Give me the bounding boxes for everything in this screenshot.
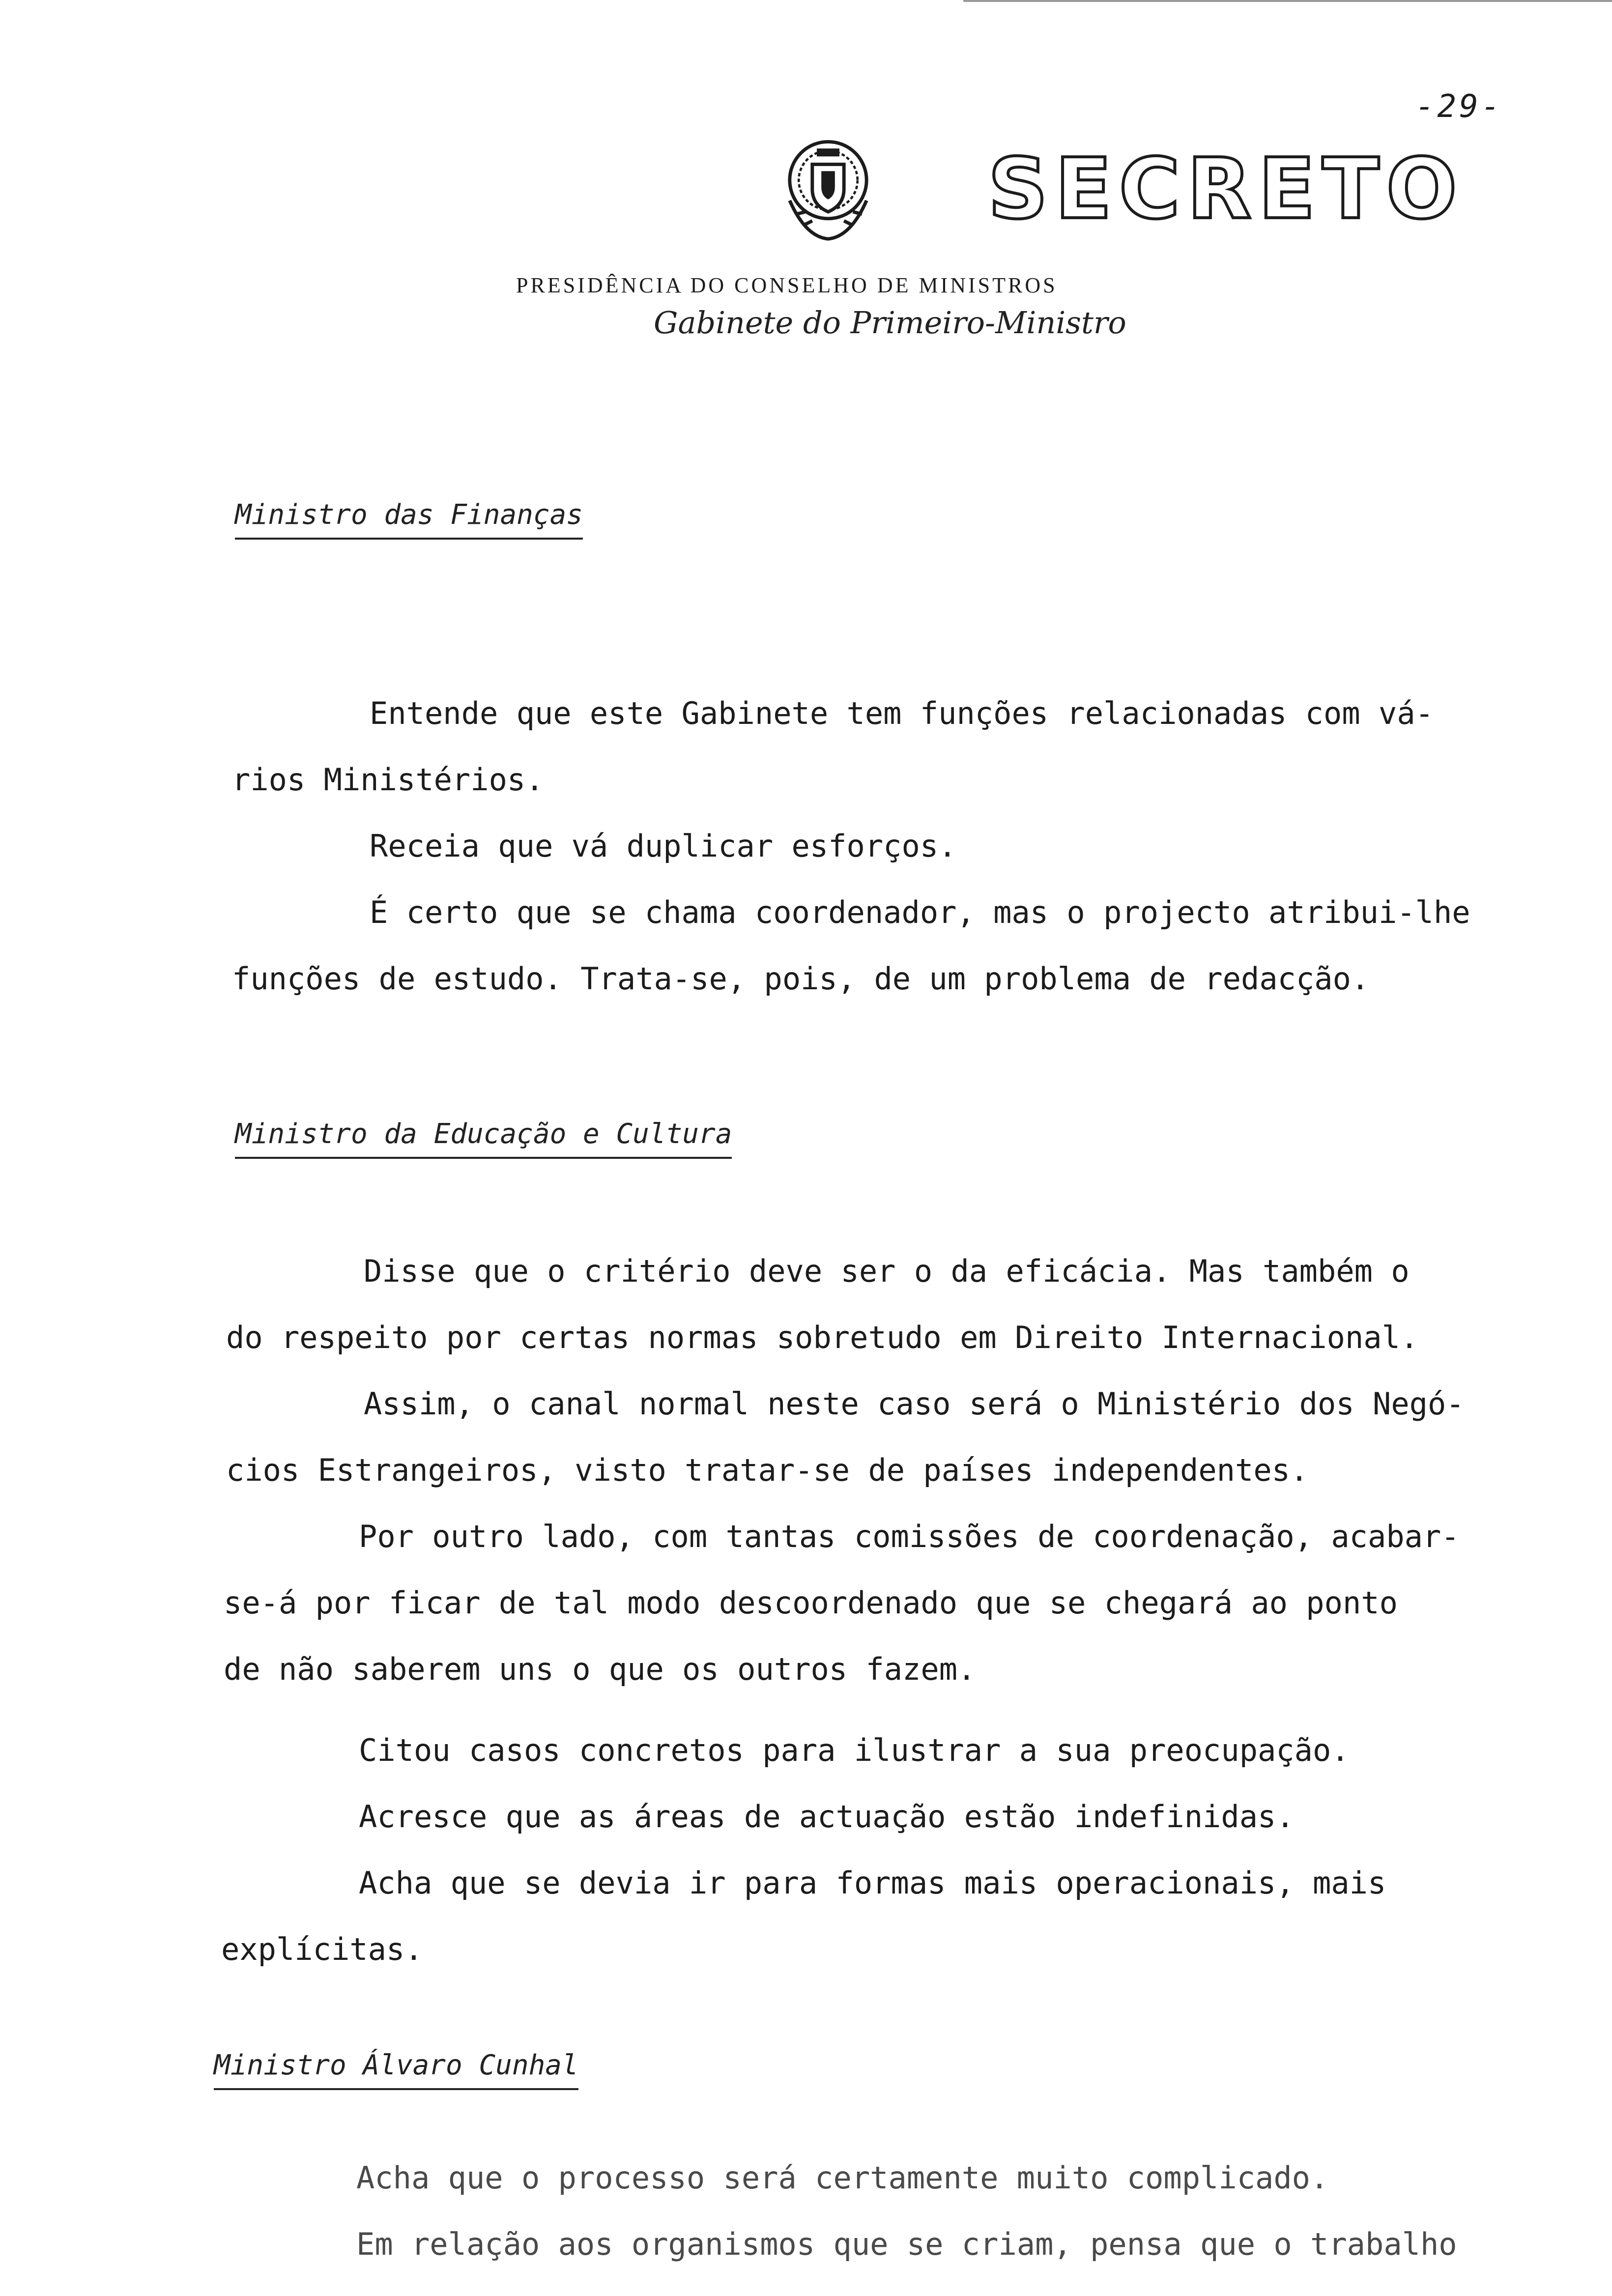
- paragraph-line: Acha que se devia ir para formas mais operacionais, mais: [359, 1865, 1386, 1901]
- paragraph-line: explícitas.: [221, 1931, 423, 1967]
- paragraph-line: se-á por ficar de tal modo descoordenado que se chegará ao ponto: [224, 1585, 1398, 1621]
- paragraph-line: Citou casos concretos para ilustrar a sua preocupação.: [359, 1732, 1350, 1768]
- section-heading-educacao: Ministro da Educação e Cultura: [235, 1118, 732, 1159]
- paragraph-line: funções de estudo. Trata-se, pois, de um problema de redacção.: [232, 961, 1370, 997]
- paragraph-line: Acresce que as áreas de actuação estão indefinidas.: [359, 1799, 1295, 1835]
- cabinet-signature: Gabinete do Primeiro-Ministro: [654, 305, 1126, 341]
- paragraph-line: Por outro lado, com tantas comissões de coordenação, acabar-: [359, 1519, 1460, 1554]
- page-number: -29-: [1415, 88, 1503, 125]
- section-heading-cunhal: Ministro Álvaro Cunhal: [214, 2049, 578, 2090]
- paragraph-line: Disse que o critério deve ser o da eficácia. Mas também o: [364, 1253, 1410, 1289]
- paragraph-line: É certo que se chama coordenador, mas o projecto atribui-lhe: [370, 894, 1470, 930]
- paragraph-line: Em relação aos organismos que se criam, pensa que o trabalho: [356, 2226, 1457, 2262]
- secret-stamp: SECRETO: [988, 141, 1464, 238]
- paragraph-line: do respeito por certas normas sobretudo em Direito Internacional.: [226, 1320, 1419, 1355]
- paragraph-line: Entende que este Gabinete tem funções relacionadas com vá-: [370, 695, 1434, 731]
- paragraph-line: de não saberem uns o que os outros fazem.: [224, 1651, 976, 1687]
- paragraph-line: Assim, o canal normal neste caso será o Ministério dos Negó-: [364, 1386, 1465, 1422]
- coat-of-arms-icon: [772, 133, 885, 246]
- paragraph-line: rios Ministérios.: [232, 762, 544, 798]
- paragraph-line: cios Estrangeiros, visto tratar-se de países independentes.: [226, 1452, 1309, 1488]
- institution-name: PRESIDÊNCIA DO CONSELHO DE MINISTROS: [516, 273, 1058, 297]
- paragraph-line: Acha que o processo será certamente muito complicado.: [356, 2160, 1329, 2196]
- paragraph-line: Receia que vá duplicar esforços.: [370, 828, 957, 864]
- section-heading-financas: Ministro das Finanças: [235, 499, 583, 540]
- page-top-rule: [963, 0, 1612, 2]
